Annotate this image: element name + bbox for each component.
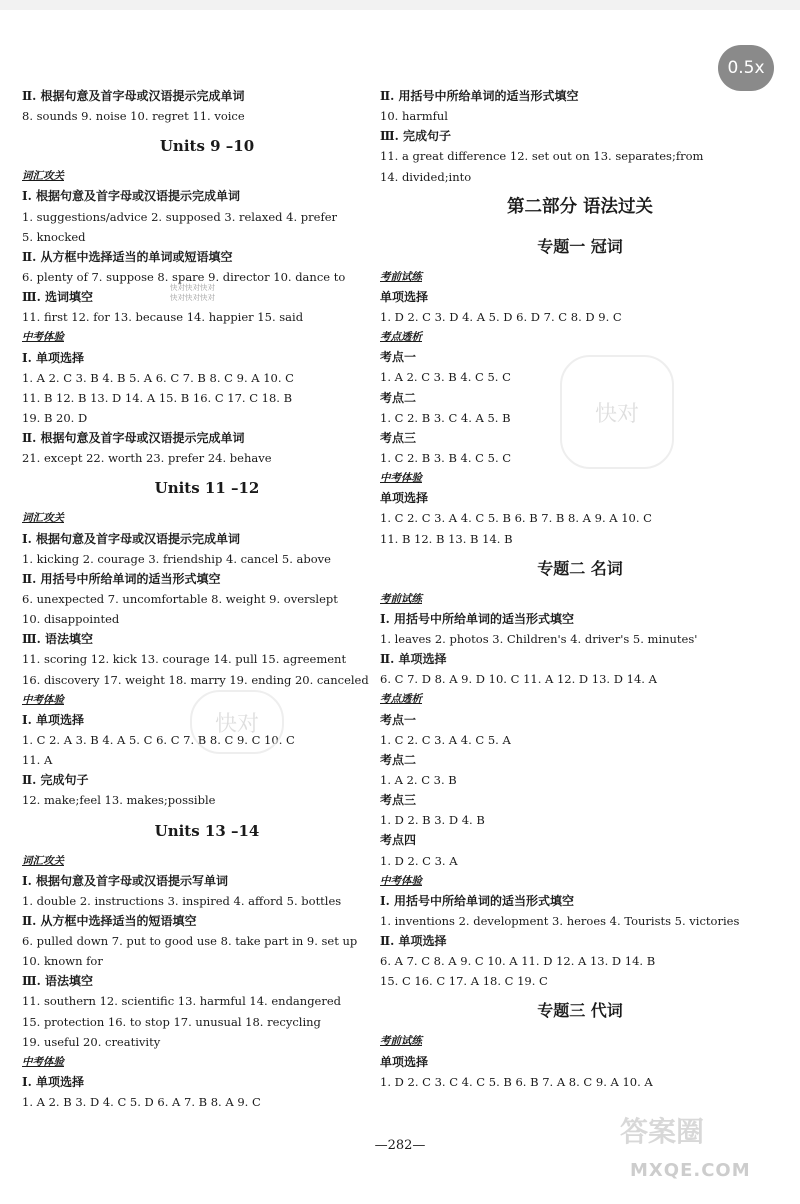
subsection-tag: 考点透析 <box>380 693 422 706</box>
answer-line: 10. known for <box>22 954 103 969</box>
answer-line: 15. C 16. C 17. A 18. C 19. C <box>380 974 548 989</box>
subsection-tag: 中考体验 <box>380 472 422 485</box>
answer-line: 11. A <box>22 753 53 768</box>
answer-line: 14. divided;into <box>380 169 472 184</box>
answer-line: 11. first 12. for 13. because 14. happier 15. said <box>22 310 304 325</box>
top-bar <box>0 0 800 10</box>
answer-line: 6. pulled down 7. put to good use 8. take part in 9. set up <box>22 934 358 949</box>
answer-line: 1. inventions 2. development 3. heroes 4. Tourists 5. victories <box>380 913 740 928</box>
section-label: Ⅱ. 从方框中选择适当的单词或短语填空 <box>22 249 233 264</box>
section-label: Ⅱ. 完成句子 <box>22 773 89 788</box>
section-label: Ⅱ. 用括号中所给单词的适当形式填空 <box>22 571 221 586</box>
section-label: Ⅰ. 用括号中所给单词的适当形式填空 <box>380 611 574 626</box>
section-label: 考点三 <box>380 430 417 445</box>
watermark-kuaidui-right: 快对 <box>560 355 674 469</box>
section-label: 单项选择 <box>380 289 429 304</box>
unit-heading: 专题三 代词 <box>537 1001 623 1021</box>
zoom-indicator[interactable]: 0.5x <box>718 45 774 91</box>
right-column <box>380 86 780 1092</box>
section-label: Ⅰ. 单项选择 <box>22 712 84 727</box>
section-label: Ⅲ. 选词填空 <box>22 290 93 305</box>
subsection-tag: 考前试练 <box>380 592 422 605</box>
left-column <box>22 86 392 1112</box>
answer-line: 1. C 2. C 3. A 4. C 5. B 6. B 7. B 8. A 9. A 10. C <box>380 511 652 526</box>
answer-line: 1. D 2. C 3. D 4. A 5. D 6. D 7. C 8. D 9. C <box>380 309 622 324</box>
watermark-url: MXQE.COM <box>630 1160 751 1181</box>
answer-line: 10. disappointed <box>22 612 120 627</box>
unit-heading: 专题一 冠词 <box>537 236 623 256</box>
section-label: Ⅱ. 单项选择 <box>380 934 447 949</box>
section-label: Ⅱ. 从方框中选择适当的短语填空 <box>22 913 197 928</box>
answer-line: 1. D 2. C 3. C 4. C 5. B 6. B 7. A 8. C 9. A 10. A <box>380 1074 653 1089</box>
answer-line: 1. A 2. C 3. B 4. B 5. A 6. C 7. B 8. C 9. A 10. C <box>22 370 294 385</box>
unit-heading: 专题二 名词 <box>537 558 623 578</box>
answer-line: 1. leaves 2. photos 3. Children's 4. driver's 5. minutes' <box>380 631 698 646</box>
section-label: 考点四 <box>380 833 417 848</box>
answer-line: 6. A 7. C 8. A 9. C 10. A 11. D 12. A 13. D 14. B <box>380 954 656 969</box>
section-label: Ⅰ. 根据句意及首字母或汉语提示写单词 <box>22 873 228 888</box>
answer-line: 12. make;feel 13. makes;possible <box>22 793 216 808</box>
answer-line: 1. A 2. B 3. D 4. C 5. D 6. A 7. B 8. A 9. C <box>22 1095 261 1110</box>
section-label: Ⅰ. 根据句意及首字母或汉语提示完成单词 <box>22 189 240 204</box>
section-label: 单项选择 <box>380 491 429 506</box>
section-label: Ⅰ. 单项选择 <box>22 350 84 365</box>
answer-line: 19. B 20. D <box>22 410 88 425</box>
answer-line: 1. C 2. B 3. B 4. C 5. C <box>380 450 512 465</box>
subsection-tag: 词汇攻关 <box>22 170 64 183</box>
answer-line: 1. C 2. C 3. A 4. C 5. A <box>380 732 511 747</box>
answer-line: 1. double 2. instructions 3. inspired 4. afford 5. bottles <box>22 893 342 908</box>
section-label: 考点二 <box>380 390 417 405</box>
subsection-tag: 词汇攻关 <box>22 512 64 525</box>
answer-line: 11. a great difference 12. set out on 13. separates;from <box>380 149 704 164</box>
unit-heading: 第二部分 语法过关 <box>506 196 654 217</box>
section-label: Ⅱ. 根据句意及首字母或汉语提示完成单词 <box>22 431 245 446</box>
section-label: Ⅲ. 语法填空 <box>22 632 93 647</box>
answer-line: 1. C 2. A 3. B 4. A 5. C 6. C 7. B 8. C 9. C 10. C <box>22 732 295 747</box>
subsection-tag: 中考体验 <box>22 1055 64 1068</box>
watermark-brand: 答案圈 <box>620 1115 705 1148</box>
answer-line: 1. A 2. C 3. B <box>380 772 457 787</box>
answer-line: 19. useful 20. creativity <box>22 1034 161 1049</box>
unit-heading: Units 11 –12 <box>154 479 260 498</box>
answer-line: 1. suggestions/advice 2. supposed 3. relaxed 4. prefer <box>22 209 337 224</box>
section-label: 考点一 <box>380 712 417 727</box>
subsection-tag: 中考体验 <box>22 331 64 344</box>
section-label: Ⅰ. 根据句意及首字母或汉语提示完成单词 <box>22 531 240 546</box>
answer-line: 11. B 12. B 13. B 14. B <box>380 531 513 546</box>
section-label: Ⅲ. 完成句子 <box>380 129 451 144</box>
answer-line: 1. D 2. B 3. D 4. B <box>380 813 485 828</box>
subsection-tag: 中考体验 <box>380 874 422 887</box>
subsection-tag: 考前试练 <box>380 1035 422 1048</box>
answer-line: 15. protection 16. to stop 17. unusual 18. recycling <box>22 1014 321 1029</box>
answer-line: 21. except 22. worth 23. prefer 24. behave <box>22 451 272 466</box>
section-label: 考点三 <box>380 793 417 808</box>
watermark-kuaidui: 快对 <box>190 690 284 754</box>
answer-line: 11. southern 12. scientific 13. harmful 14. endangered <box>22 994 342 1009</box>
subsection-tag: 中考体验 <box>22 693 64 706</box>
unit-heading: Units 9 –10 <box>159 137 255 156</box>
answer-line: 6. plenty of 7. suppose 8. spare 9. director 10. dance to <box>22 269 346 284</box>
answer-line: 11. B 12. B 13. D 14. A 15. B 16. C 17. C 18. B <box>22 390 293 405</box>
answer-line: 6. unexpected 7. uncomfortable 8. weight 9. overslept <box>22 591 338 606</box>
answer-line: 1. kicking 2. courage 3. friendship 4. cancel 5. above <box>22 551 331 566</box>
answer-line: 8. sounds 9. noise 10. regret 11. voice <box>22 109 245 124</box>
answer-line: 6. C 7. D 8. A 9. D 10. C 11. A 12. D 13. D 14. A <box>380 672 657 687</box>
section-label: Ⅱ. 用括号中所给单词的适当形式填空 <box>380 89 579 103</box>
section-label: Ⅰ. 单项选择 <box>22 1075 84 1090</box>
answer-line: 5. knocked <box>22 229 86 244</box>
watermark-small-2: 快对快对快对 <box>170 293 215 302</box>
answer-line: 16. discovery 17. weight 18. marry 19. ending 20. canceled <box>22 672 369 687</box>
section-label: 考点二 <box>380 752 417 767</box>
answer-line: 1. D 2. C 3. A <box>380 853 458 868</box>
section-label: Ⅲ. 语法填空 <box>22 974 93 989</box>
answer-line: 1. A 2. C 3. B 4. C 5. C <box>380 370 511 385</box>
section-label: Ⅱ. 根据句意及首字母或汉语提示完成单词 <box>22 89 245 103</box>
answer-line: 1. C 2. B 3. C 4. A 5. B <box>380 410 511 425</box>
section-label: 考点一 <box>380 350 417 365</box>
section-label: 单项选择 <box>380 1054 429 1069</box>
unit-heading: Units 13 –14 <box>154 821 260 840</box>
section-label: Ⅰ. 用括号中所给单词的适当形式填空 <box>380 893 574 908</box>
page-number: —282— <box>374 1138 426 1153</box>
watermark-small-1: 快对快对快对 <box>170 283 215 292</box>
answer-line: 11. scoring 12. kick 13. courage 14. pull 15. agreement <box>22 652 347 667</box>
section-label: Ⅱ. 单项选择 <box>380 652 447 667</box>
subsection-tag: 考点透析 <box>380 331 422 344</box>
subsection-tag: 词汇攻关 <box>22 854 64 867</box>
subsection-tag: 考前试练 <box>380 270 422 283</box>
answer-line: 10. harmful <box>380 109 448 124</box>
